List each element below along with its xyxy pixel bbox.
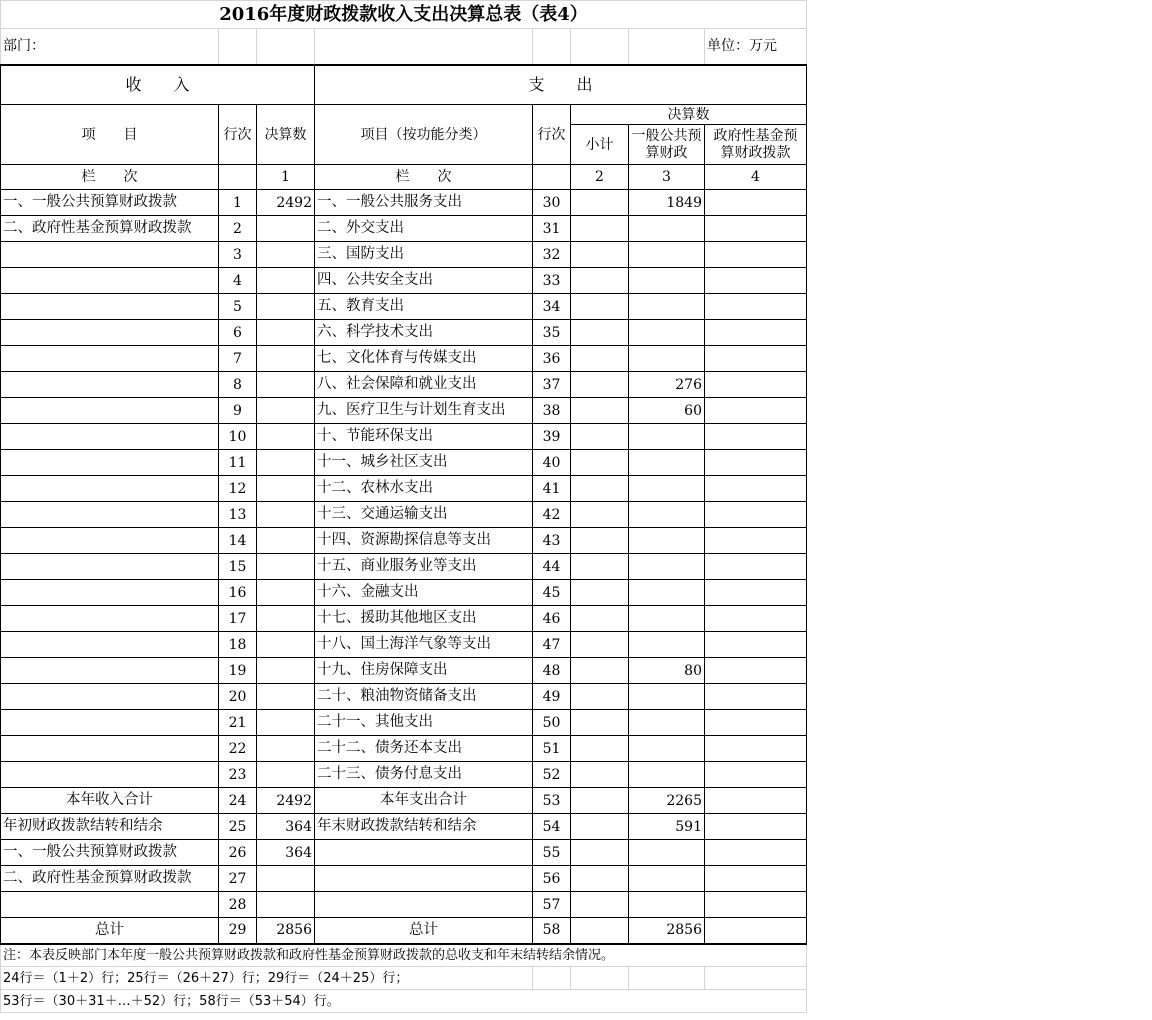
income-row-no: 17 <box>219 606 257 632</box>
table-row <box>1 346 807 372</box>
income-row-no: 23 <box>219 762 257 788</box>
income-amount <box>257 294 315 320</box>
expense-item: 十二、农林水支出 <box>315 476 533 502</box>
income-row-no: 1 <box>219 190 257 216</box>
expense-row-no: 42 <box>533 502 571 528</box>
empty-cell <box>533 29 571 65</box>
table-row <box>1 554 807 580</box>
expense-subtotal <box>571 684 629 710</box>
income-item <box>1 346 219 372</box>
income-amount <box>257 242 315 268</box>
income-row-no: 5 <box>219 294 257 320</box>
income-row-no: 22 <box>219 736 257 762</box>
expense-subtotal <box>571 242 629 268</box>
income-row-no: 18 <box>219 632 257 658</box>
expense-subtotal <box>571 788 629 814</box>
expense-row-no: 47 <box>533 632 571 658</box>
income-amount <box>257 554 315 580</box>
expense-item: 二、外交支出 <box>315 216 533 242</box>
income-item <box>1 892 219 918</box>
col-item: 项 目 <box>1 105 219 165</box>
income-item <box>1 398 219 424</box>
column-label-right: 栏 次 <box>315 165 533 190</box>
table-row <box>1 606 807 632</box>
expense-item: 八、社会保障和就业支出 <box>315 372 533 398</box>
expense-item: 九、医疗卫生与计划生育支出 <box>315 398 533 424</box>
note-line: 24行＝（1＋2）行；25行＝（26＋27）行；29行＝（24＋25）行； <box>1 967 315 990</box>
expense-general-budget <box>629 736 705 762</box>
table-row <box>1 684 807 710</box>
col-row-no: 行次 <box>219 105 257 165</box>
income-item <box>1 710 219 736</box>
income-item: 总计 <box>1 918 219 944</box>
expense-subtotal <box>571 736 629 762</box>
expense-gov-fund <box>705 580 807 606</box>
income-amount <box>257 398 315 424</box>
expense-gov-fund <box>705 216 807 242</box>
expense-gov-fund <box>705 658 807 684</box>
expense-gov-fund <box>705 450 807 476</box>
col-final-amount: 决算数 <box>257 105 315 165</box>
empty-cell <box>629 967 705 990</box>
expense-item: 十七、援助其他地区支出 <box>315 606 533 632</box>
expense-subtotal <box>571 320 629 346</box>
expense-general-budget <box>629 840 705 866</box>
income-row-no: 6 <box>219 320 257 346</box>
table-row <box>1 918 807 944</box>
col-gov-fund: 政府性基金预算财政拨款 <box>705 125 807 165</box>
expense-subtotal <box>571 294 629 320</box>
expense-row-no: 52 <box>533 762 571 788</box>
expense-gov-fund <box>705 866 807 892</box>
income-item <box>1 762 219 788</box>
expense-subtotal <box>571 424 629 450</box>
expense-row-no: 39 <box>533 424 571 450</box>
expense-item: 一、一般公共服务支出 <box>315 190 533 216</box>
expense-row-no: 58 <box>533 918 571 944</box>
expense-item: 六、科学技术支出 <box>315 320 533 346</box>
expense-item: 十四、资源勘探信息等支出 <box>315 528 533 554</box>
expense-subtotal <box>571 502 629 528</box>
expense-item: 十九、住房保障支出 <box>315 658 533 684</box>
expense-subtotal <box>571 476 629 502</box>
income-row-no: 29 <box>219 918 257 944</box>
table-row <box>1 268 807 294</box>
expense-subtotal <box>571 632 629 658</box>
income-item <box>1 268 219 294</box>
table-row <box>1 788 807 814</box>
empty-cell <box>571 29 629 65</box>
expense-item: 十六、金融支出 <box>315 580 533 606</box>
table-row <box>1 632 807 658</box>
income-row-no: 14 <box>219 528 257 554</box>
expense-subtotal <box>571 580 629 606</box>
income-item: 本年收入合计 <box>1 788 219 814</box>
table-row <box>1 320 807 346</box>
income-amount: 2492 <box>257 788 315 814</box>
expense-item: 五、教育支出 <box>315 294 533 320</box>
table-row <box>1 840 807 866</box>
expense-item: 二十二、债务还本支出 <box>315 736 533 762</box>
expense-gov-fund <box>705 554 807 580</box>
income-row-no: 15 <box>219 554 257 580</box>
income-row-no: 21 <box>219 710 257 736</box>
income-row-no: 24 <box>219 788 257 814</box>
expense-gov-fund <box>705 684 807 710</box>
income-item <box>1 554 219 580</box>
note-line: 53行＝（30＋31＋…＋52）行；58行＝（53＋54）行。 <box>1 990 807 1013</box>
table-row <box>1 216 807 242</box>
income-amount <box>257 580 315 606</box>
income-amount <box>257 216 315 242</box>
income-item: 二、政府性基金预算财政拨款 <box>1 216 219 242</box>
expense-subtotal <box>571 866 629 892</box>
col-item-func: 项目（按功能分类） <box>315 105 533 165</box>
income-item <box>1 424 219 450</box>
expense-subtotal <box>571 372 629 398</box>
income-item <box>1 580 219 606</box>
income-item <box>1 502 219 528</box>
expense-item: 二十三、债务付息支出 <box>315 762 533 788</box>
expense-row-no: 33 <box>533 268 571 294</box>
expense-item <box>315 840 533 866</box>
income-amount: 364 <box>257 840 315 866</box>
expense-row-no: 50 <box>533 710 571 736</box>
expense-gov-fund <box>705 528 807 554</box>
expense-row-no: 40 <box>533 450 571 476</box>
income-item <box>1 528 219 554</box>
expense-item: 年末财政拨款结转和结余 <box>315 814 533 840</box>
expense-gov-fund <box>705 736 807 762</box>
expense-subtotal <box>571 216 629 242</box>
expense-item: 十一、城乡社区支出 <box>315 450 533 476</box>
income-amount <box>257 502 315 528</box>
expense-subtotal <box>571 528 629 554</box>
expense-general-budget <box>629 424 705 450</box>
income-item <box>1 658 219 684</box>
income-row-no: 9 <box>219 398 257 424</box>
expense-row-no: 34 <box>533 294 571 320</box>
col-general-budget: 一般公共预算财政 <box>629 125 705 165</box>
empty-cell <box>571 967 629 990</box>
expense-gov-fund <box>705 372 807 398</box>
expense-row-no: 38 <box>533 398 571 424</box>
table-row <box>1 762 807 788</box>
expense-row-no: 30 <box>533 190 571 216</box>
expense-item: 三、国防支出 <box>315 242 533 268</box>
expense-gov-fund <box>705 268 807 294</box>
expense-general-budget <box>629 320 705 346</box>
table-row <box>1 710 807 736</box>
expense-row-no: 36 <box>533 346 571 372</box>
expense-gov-fund <box>705 502 807 528</box>
income-row-no: 11 <box>219 450 257 476</box>
expense-gov-fund <box>705 892 807 918</box>
table-row <box>1 736 807 762</box>
expense-row-no: 37 <box>533 372 571 398</box>
empty-cell <box>219 29 257 65</box>
income-row-no: 2 <box>219 216 257 242</box>
income-row-no: 4 <box>219 268 257 294</box>
expense-row-no: 32 <box>533 242 571 268</box>
income-row-no: 25 <box>219 814 257 840</box>
expense-subtotal <box>571 554 629 580</box>
table-row <box>1 398 807 424</box>
income-row-no: 16 <box>219 580 257 606</box>
expense-general-budget <box>629 866 705 892</box>
expense-gov-fund <box>705 320 807 346</box>
expense-item: 二十、粮油物资储备支出 <box>315 684 533 710</box>
expense-general-budget <box>629 762 705 788</box>
expense-gov-fund <box>705 710 807 736</box>
empty-cell <box>219 165 257 190</box>
expense-gov-fund <box>705 476 807 502</box>
income-row-no: 19 <box>219 658 257 684</box>
expense-gov-fund <box>705 788 807 814</box>
income-item <box>1 242 219 268</box>
expense-gov-fund <box>705 632 807 658</box>
expense-row-no: 44 <box>533 554 571 580</box>
income-amount <box>257 268 315 294</box>
expense-row-no: 43 <box>533 528 571 554</box>
income-item <box>1 450 219 476</box>
expense-subtotal <box>571 190 629 216</box>
income-amount <box>257 762 315 788</box>
expense-subtotal <box>571 918 629 944</box>
empty-cell <box>315 29 533 65</box>
expense-gov-fund <box>705 762 807 788</box>
income-item <box>1 476 219 502</box>
income-row-no: 27 <box>219 866 257 892</box>
col-final-group: 决算数 <box>571 105 807 125</box>
expense-subtotal <box>571 762 629 788</box>
expense-item: 七、文化体育与传媒支出 <box>315 346 533 372</box>
income-amount <box>257 658 315 684</box>
column-index-2: 2 <box>571 165 629 190</box>
expense-header: 支 出 <box>315 65 807 105</box>
expense-general-budget <box>629 450 705 476</box>
expense-general-budget: 276 <box>629 372 705 398</box>
expense-general-budget <box>629 684 705 710</box>
income-amount <box>257 866 315 892</box>
expense-general-budget <box>629 268 705 294</box>
table-row <box>1 658 807 684</box>
expense-subtotal <box>571 814 629 840</box>
expense-subtotal <box>571 398 629 424</box>
income-item: 二、政府性基金预算财政拨款 <box>1 866 219 892</box>
expense-general-budget <box>629 476 705 502</box>
expense-general-budget: 2265 <box>629 788 705 814</box>
expense-row-no: 54 <box>533 814 571 840</box>
expense-subtotal <box>571 606 629 632</box>
expense-gov-fund <box>705 606 807 632</box>
expense-item: 十三、交通运输支出 <box>315 502 533 528</box>
table-row <box>1 476 807 502</box>
expense-subtotal <box>571 658 629 684</box>
income-row-no: 26 <box>219 840 257 866</box>
expense-gov-fund <box>705 918 807 944</box>
page-title: 2016年度财政拨款收入支出决算总表（表4） <box>1 1 807 29</box>
table-row <box>1 294 807 320</box>
income-item: 一、一般公共预算财政拨款 <box>1 190 219 216</box>
income-amount <box>257 450 315 476</box>
expense-general-budget: 1849 <box>629 190 705 216</box>
expense-general-budget <box>629 606 705 632</box>
income-amount <box>257 684 315 710</box>
table-row <box>1 528 807 554</box>
expense-general-budget <box>629 554 705 580</box>
income-row-no: 20 <box>219 684 257 710</box>
expense-gov-fund <box>705 814 807 840</box>
expense-gov-fund <box>705 294 807 320</box>
expense-row-no: 48 <box>533 658 571 684</box>
expense-gov-fund <box>705 242 807 268</box>
expense-row-no: 41 <box>533 476 571 502</box>
table-row <box>1 424 807 450</box>
income-row-no: 10 <box>219 424 257 450</box>
expense-item: 十、节能环保支出 <box>315 424 533 450</box>
expense-subtotal <box>571 710 629 736</box>
income-amount <box>257 528 315 554</box>
income-amount <box>257 320 315 346</box>
income-item <box>1 606 219 632</box>
income-item <box>1 294 219 320</box>
income-amount <box>257 632 315 658</box>
expense-item: 总计 <box>315 918 533 944</box>
expense-general-budget <box>629 632 705 658</box>
expense-row-no: 46 <box>533 606 571 632</box>
expense-row-no: 51 <box>533 736 571 762</box>
income-item: 一、一般公共预算财政拨款 <box>1 840 219 866</box>
income-amount <box>257 372 315 398</box>
income-item: 年初财政拨款结转和结余 <box>1 814 219 840</box>
income-row-no: 3 <box>219 242 257 268</box>
income-row-no: 12 <box>219 476 257 502</box>
column-index-3: 3 <box>629 165 705 190</box>
expense-item: 四、公共安全支出 <box>315 268 533 294</box>
income-item <box>1 684 219 710</box>
column-index-4: 4 <box>705 165 807 190</box>
empty-cell <box>705 967 807 990</box>
income-amount: 2492 <box>257 190 315 216</box>
table-row <box>1 866 807 892</box>
expense-general-budget <box>629 710 705 736</box>
col-row-no2: 行次 <box>533 105 571 165</box>
income-amount <box>257 736 315 762</box>
empty-cell <box>533 967 571 990</box>
expense-gov-fund <box>705 346 807 372</box>
empty-cell <box>257 29 315 65</box>
expense-general-budget: 80 <box>629 658 705 684</box>
expense-general-budget <box>629 346 705 372</box>
empty-cell <box>629 29 705 65</box>
income-item <box>1 736 219 762</box>
income-amount <box>257 892 315 918</box>
expense-general-budget <box>629 242 705 268</box>
expense-row-no: 57 <box>533 892 571 918</box>
income-item <box>1 372 219 398</box>
expense-item: 本年支出合计 <box>315 788 533 814</box>
expense-general-budget: 2856 <box>629 918 705 944</box>
expense-gov-fund <box>705 398 807 424</box>
expense-subtotal <box>571 268 629 294</box>
col-subtotal: 小计 <box>571 125 629 165</box>
expense-row-no: 35 <box>533 320 571 346</box>
income-item <box>1 632 219 658</box>
income-amount <box>257 476 315 502</box>
expense-general-budget <box>629 892 705 918</box>
income-row-no: 13 <box>219 502 257 528</box>
unit-label: 单位：万元 <box>705 29 807 65</box>
table-row <box>1 892 807 918</box>
expense-subtotal <box>571 840 629 866</box>
table-row <box>1 242 807 268</box>
expense-general-budget <box>629 528 705 554</box>
table-row <box>1 372 807 398</box>
table-row <box>1 580 807 606</box>
income-row-no: 28 <box>219 892 257 918</box>
income-amount <box>257 606 315 632</box>
expense-row-no: 53 <box>533 788 571 814</box>
table-row <box>1 502 807 528</box>
income-amount: 2856 <box>257 918 315 944</box>
income-row-no: 7 <box>219 346 257 372</box>
note-line: 注：本表反映部门本年度一般公共预算财政拨款和政府性基金预算财政拨款的总收支和年末结转结余情况。 <box>1 944 807 967</box>
column-label-left: 栏 次 <box>1 165 219 190</box>
column-index-1: 1 <box>257 165 315 190</box>
expense-item <box>315 866 533 892</box>
expense-gov-fund <box>705 840 807 866</box>
income-amount: 364 <box>257 814 315 840</box>
income-amount <box>257 424 315 450</box>
income-row-no: 8 <box>219 372 257 398</box>
expense-row-no: 45 <box>533 580 571 606</box>
table-row <box>1 190 807 216</box>
expense-subtotal <box>571 346 629 372</box>
empty-cell <box>533 165 571 190</box>
expense-item: 十八、国土海洋气象等支出 <box>315 632 533 658</box>
table-row <box>1 450 807 476</box>
expense-general-budget <box>629 294 705 320</box>
expense-gov-fund <box>705 424 807 450</box>
income-header: 收 入 <box>1 65 315 105</box>
expense-general-budget: 60 <box>629 398 705 424</box>
expense-subtotal <box>571 892 629 918</box>
expense-gov-fund <box>705 190 807 216</box>
expense-general-budget <box>629 580 705 606</box>
expense-general-budget <box>629 502 705 528</box>
income-amount <box>257 710 315 736</box>
dept-label: 部门： <box>1 29 219 65</box>
expense-item: 二十一、其他支出 <box>315 710 533 736</box>
table-row <box>1 814 807 840</box>
expense-row-no: 55 <box>533 840 571 866</box>
expense-item <box>315 892 533 918</box>
expense-general-budget: 591 <box>629 814 705 840</box>
expense-item: 十五、商业服务业等支出 <box>315 554 533 580</box>
expense-subtotal <box>571 450 629 476</box>
income-amount <box>257 346 315 372</box>
expense-row-no: 49 <box>533 684 571 710</box>
income-item <box>1 320 219 346</box>
expense-row-no: 56 <box>533 866 571 892</box>
expense-general-budget <box>629 216 705 242</box>
expense-row-no: 31 <box>533 216 571 242</box>
